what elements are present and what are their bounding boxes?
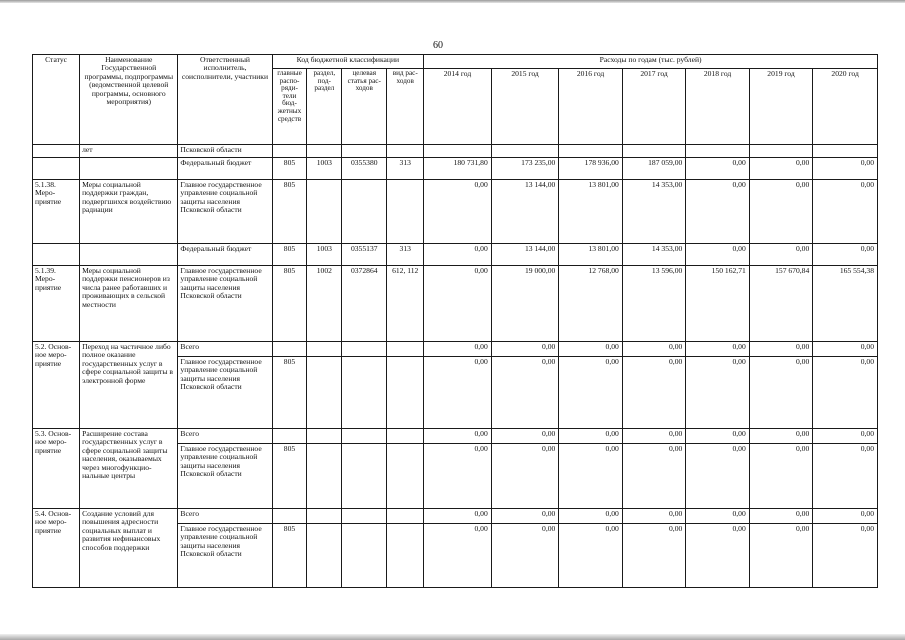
article-cell: 0372864	[342, 266, 387, 342]
executor-cell: Федеральный бюджет	[178, 244, 272, 266]
table-row	[33, 342, 878, 357]
year-value-cell: 0,00	[686, 244, 749, 266]
section-cell: 1003	[307, 158, 342, 180]
year-value-cell: 0,00	[749, 158, 812, 180]
executor-cell: Всего	[178, 429, 272, 444]
kind-cell	[387, 444, 424, 509]
year-value-cell: 0,00	[491, 509, 559, 524]
kind-cell	[387, 509, 424, 524]
grbs-cell: 805	[272, 357, 307, 429]
year-value-cell: 0,00	[491, 444, 559, 509]
year-value-cell: 0,00	[559, 429, 622, 444]
section-cell: 1002	[307, 266, 342, 342]
table-row	[33, 509, 878, 524]
scan-edge-top	[0, 0, 905, 3]
executor-cell: Псковской области	[178, 145, 272, 158]
year-value-cell: 0,00	[622, 357, 685, 429]
year-value-cell: 0,00	[686, 180, 749, 244]
year-value-cell: 165 554,38	[813, 266, 878, 342]
kind-cell	[387, 357, 424, 429]
article-cell	[342, 180, 387, 244]
year-value-cell	[424, 145, 492, 158]
year-value-cell: 13 801,00	[559, 244, 622, 266]
year-value-cell: 13 596,00	[622, 266, 685, 342]
header-code-kind: вид рас-ходов	[387, 69, 424, 145]
table-row	[33, 244, 878, 266]
header-year-2020: 2020 год	[813, 69, 878, 145]
year-value-cell: 0,00	[686, 357, 749, 429]
year-value-cell: 0,00	[813, 509, 878, 524]
grbs-cell: 805	[272, 158, 307, 180]
name-cell	[80, 158, 178, 180]
year-value-cell: 0,00	[622, 429, 685, 444]
year-value-cell	[686, 145, 749, 158]
year-value-cell: 0,00	[813, 342, 878, 357]
header-code-section: раздел, под-раздел	[307, 69, 342, 145]
executor-cell: Главное государственное управление социальной защиты населения Псковской области	[178, 180, 272, 244]
year-value-cell: 0,00	[813, 444, 878, 509]
year-value-cell: 0,00	[559, 357, 622, 429]
kind-cell	[387, 342, 424, 357]
name-cell: Переход на частичное либо полное оказание государственных услуг в сфере социальной защиты в электронной форме	[80, 342, 178, 429]
executor-cell: Федеральный бюджет	[178, 158, 272, 180]
year-value-cell: 0,00	[749, 429, 812, 444]
executor-cell: Главное государственное управление социальной защиты населения Псковской области	[178, 444, 272, 509]
kind-cell	[387, 524, 424, 588]
year-value-cell: 0,00	[813, 244, 878, 266]
table-row	[33, 145, 878, 158]
year-value-cell: 0,00	[491, 429, 559, 444]
year-value-cell: 180 731,80	[424, 158, 492, 180]
year-value-cell: 173 235,00	[491, 158, 559, 180]
section-cell	[307, 524, 342, 588]
year-value-cell: 13 144,00	[491, 244, 559, 266]
year-value-cell: 0,00	[622, 509, 685, 524]
header-code-article: целевая статья рас-ходов	[342, 69, 387, 145]
kind-cell: 313	[387, 244, 424, 266]
grbs-cell: 805	[272, 524, 307, 588]
section-cell	[307, 509, 342, 524]
year-value-cell: 0,00	[622, 524, 685, 588]
year-value-cell: 13 801,00	[559, 180, 622, 244]
year-value-cell: 0,00	[622, 444, 685, 509]
article-cell: 0355380	[342, 158, 387, 180]
year-value-cell: 0,00	[424, 444, 492, 509]
grbs-cell	[272, 429, 307, 444]
grbs-cell	[272, 145, 307, 158]
status-cell: 5.1.39. Меро-приятие	[33, 266, 80, 342]
section-cell	[307, 145, 342, 158]
section-cell	[307, 342, 342, 357]
article-cell: 0355137	[342, 244, 387, 266]
article-cell	[342, 145, 387, 158]
year-value-cell: 0,00	[686, 429, 749, 444]
name-cell: Создание условий для повышения адресности социальных выплат и развития нефинансовых способов поддержки	[80, 509, 178, 588]
status-cell: 5.4. Основ-ное меро-приятие	[33, 509, 80, 588]
executor-cell: Главное государственное управление социальной защиты населения Псковской области	[178, 524, 272, 588]
section-cell: 1003	[307, 244, 342, 266]
year-value-cell	[622, 145, 685, 158]
article-cell	[342, 524, 387, 588]
year-value-cell	[813, 145, 878, 158]
grbs-cell: 805	[272, 180, 307, 244]
article-cell	[342, 342, 387, 357]
kind-cell	[387, 145, 424, 158]
table-body	[33, 145, 878, 588]
year-value-cell: 12 768,00	[559, 266, 622, 342]
kind-cell: 313	[387, 158, 424, 180]
year-value-cell: 14 353,00	[622, 244, 685, 266]
table-row	[33, 429, 878, 444]
article-cell	[342, 509, 387, 524]
name-cell: лет	[80, 145, 178, 158]
year-value-cell: 19 000,00	[491, 266, 559, 342]
grbs-cell: 805	[272, 444, 307, 509]
year-value-cell	[491, 145, 559, 158]
year-value-cell: 0,00	[813, 180, 878, 244]
status-cell: 5.2. Основ-ное меро-приятие	[33, 342, 80, 429]
year-value-cell: 0,00	[813, 429, 878, 444]
executor-cell: Главное государственное управление социальной защиты населения Псковской области	[178, 357, 272, 429]
article-cell	[342, 444, 387, 509]
status-cell	[33, 145, 80, 158]
status-cell: 5.3. Основ-ное меро-приятие	[33, 429, 80, 509]
year-value-cell: 0,00	[622, 342, 685, 357]
year-value-cell: 150 162,71	[686, 266, 749, 342]
year-value-cell: 0,00	[424, 524, 492, 588]
year-value-cell: 0,00	[749, 244, 812, 266]
year-value-cell: 0,00	[424, 244, 492, 266]
year-value-cell: 0,00	[686, 342, 749, 357]
section-cell	[307, 444, 342, 509]
header-status: Статус	[33, 55, 80, 145]
status-cell	[33, 244, 80, 266]
executor-cell: Главное государственное управление социальной защиты населения Псковской области	[178, 266, 272, 342]
year-value-cell: 0,00	[424, 357, 492, 429]
year-value-cell: 0,00	[749, 357, 812, 429]
header-name: Наименование Государственной программы, подпрограммы (ведомственной целевой программы, основного мероприятия)	[80, 55, 178, 145]
name-cell: Меры социальной поддержки граждан, подвергшихся воздействию радиации	[80, 180, 178, 244]
header-year-2015: 2015 год	[491, 69, 559, 145]
year-value-cell: 0,00	[813, 158, 878, 180]
header-budget-code: Код бюджетной классификации	[272, 55, 424, 69]
header-year-2014: 2014 год	[424, 69, 492, 145]
year-value-cell: 0,00	[686, 158, 749, 180]
year-value-cell	[559, 145, 622, 158]
header-expenses: Расходы по годам (тыс. рублей)	[424, 55, 878, 69]
grbs-cell	[272, 342, 307, 357]
section-cell	[307, 180, 342, 244]
table-row	[33, 158, 878, 180]
year-value-cell: 0,00	[424, 266, 492, 342]
name-cell	[80, 244, 178, 266]
year-value-cell: 0,00	[749, 524, 812, 588]
scan-edge-bottom	[0, 634, 905, 640]
executor-cell: Всего	[178, 342, 272, 357]
year-value-cell: 187 059,00	[622, 158, 685, 180]
year-value-cell: 0,00	[813, 524, 878, 588]
year-value-cell: 0,00	[559, 524, 622, 588]
header-year-2016: 2016 год	[559, 69, 622, 145]
article-cell	[342, 429, 387, 444]
year-value-cell: 178 936,00	[559, 158, 622, 180]
year-value-cell: 0,00	[686, 509, 749, 524]
year-value-cell: 0,00	[491, 524, 559, 588]
year-value-cell: 0,00	[559, 444, 622, 509]
budget-table	[32, 54, 878, 588]
name-cell: Расширение состава государственных услуг в сфере социальной защиты населения, оказываемых через многофункцио-нальные центры	[80, 429, 178, 509]
year-value-cell: 0,00	[749, 342, 812, 357]
year-value-cell: 0,00	[559, 342, 622, 357]
header-year-2019: 2019 год	[749, 69, 812, 145]
year-value-cell: 0,00	[749, 180, 812, 244]
year-value-cell: 14 353,00	[622, 180, 685, 244]
article-cell	[342, 357, 387, 429]
table-row	[33, 180, 878, 244]
section-cell	[307, 357, 342, 429]
year-value-cell: 0,00	[749, 444, 812, 509]
grbs-cell: 805	[272, 244, 307, 266]
header-executor: Ответственный исполнитель, соисполнители, участники	[178, 55, 272, 145]
page-number: 60	[433, 40, 443, 51]
year-value-cell: 0,00	[686, 524, 749, 588]
name-cell: Меры социальной поддержки пенсионеров из числа ранее работавших и проживающих в сельской местности	[80, 266, 178, 342]
year-value-cell: 157 670,84	[749, 266, 812, 342]
year-value-cell: 0,00	[686, 444, 749, 509]
year-value-cell: 0,00	[749, 509, 812, 524]
header-year-2018: 2018 год	[686, 69, 749, 145]
year-value-cell: 0,00	[491, 342, 559, 357]
executor-cell: Всего	[178, 509, 272, 524]
header-code-grbs: главные распо-ряди-тели бюд-жетных средств	[272, 69, 307, 145]
kind-cell: 612, 112	[387, 266, 424, 342]
year-value-cell: 0,00	[559, 509, 622, 524]
table-row	[33, 266, 878, 342]
section-cell	[307, 429, 342, 444]
status-cell: 5.1.38. Меро-приятие	[33, 180, 80, 244]
year-value-cell: 0,00	[491, 357, 559, 429]
kind-cell	[387, 180, 424, 244]
year-value-cell: 0,00	[424, 429, 492, 444]
grbs-cell: 805	[272, 266, 307, 342]
year-value-cell: 0,00	[424, 342, 492, 357]
grbs-cell	[272, 509, 307, 524]
year-value-cell: 0,00	[424, 180, 492, 244]
header-year-2017: 2017 год	[622, 69, 685, 145]
kind-cell	[387, 429, 424, 444]
year-value-cell: 0,00	[424, 509, 492, 524]
year-value-cell	[749, 145, 812, 158]
year-value-cell: 0,00	[813, 357, 878, 429]
year-value-cell: 13 144,00	[491, 180, 559, 244]
status-cell	[33, 158, 80, 180]
